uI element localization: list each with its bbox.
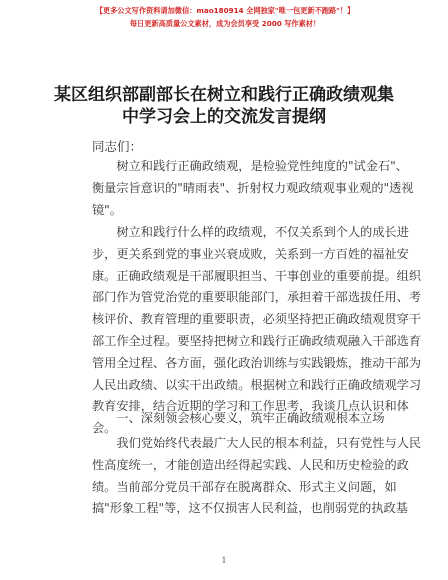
greeting: 同志们： [92,139,143,154]
document-title-line-1: 某区组织部副部长在树立和践行正确政绩观集 [54,85,394,105]
paragraph-line: 镜"。 [92,202,122,217]
paragraph-line: 部工作全过程。要坚持把树立和践行正确政绩观融入干部选育 [92,333,422,348]
paragraph-line: 康。正确政绩观是干部履职担当、干事创业的重要前提。组织 [92,268,422,283]
document-title-line-2: 中学习会上的交流发言提纲 [122,107,326,127]
paragraph-line: 绩。当前部分党员干部存在脱离群众、形式主义问题，如 [92,479,397,494]
paragraph-line: 会。 [92,421,117,436]
paragraph-line: 树立和践行正确政绩观，是检验党性纯度的"试金石"、 [116,159,408,173]
promo-banner-line-1: 【更多公文写作资料请加微信：mao180914 全网独家"唯一包更新不跑路"！】 [95,6,355,15]
paragraph-line: 性高度统一，才能创造出经得起实践、人民和历史检验的政 [92,457,409,472]
paragraph-2 [92,222,422,440]
paragraph-line: 核评价、教育管理的重要职责，必须坚持把正确政绩观贯穿干 [92,312,422,327]
paragraph-line: 树立和践行什么样的政绩观，不仅关系到个人的成长进 [116,225,409,239]
paragraph-line: 步，更关系到党的事业兴衰成败，关系到一方百姓的福祉安 [92,246,409,261]
paragraph-3 [92,433,422,520]
section-heading-1: 一、深刻领会核心要义，筑牢正确政绩观根本立场 [116,411,385,425]
paragraph-line: 教育安排，结合近期的学习和工作思考，我谈几点认识和体 [92,399,409,414]
paragraph-line: 衡量宗旨意识的"晴雨表"、折射权力观政绩观事业观的"透视 [92,180,414,195]
paragraph-line: 管用全过程、各方面，强化政治训练与实践锻炼，推动干部为 [92,355,422,370]
paragraph-line: 部门作为管党治党的重要职能部门，承担着干部选拔任用、考 [92,290,422,305]
promo-banner-line-2: 每日更新高质量公文素材，成为会员享受 2000 写作素材！ [129,19,321,28]
paragraph-line: 人民出政绩、以实干出政绩。根据树立和践行正确政绩观学习 [92,377,422,392]
page-number: 1 [221,556,227,565]
paragraph-line: 搞"形象工程"等，这不仅损害人民利益，也削弱党的执政基 [92,501,408,516]
paragraph-1 [92,156,414,221]
paragraph-line: 我们党始终代表最广大人民的根本利益，只有党性与人民 [116,436,422,450]
